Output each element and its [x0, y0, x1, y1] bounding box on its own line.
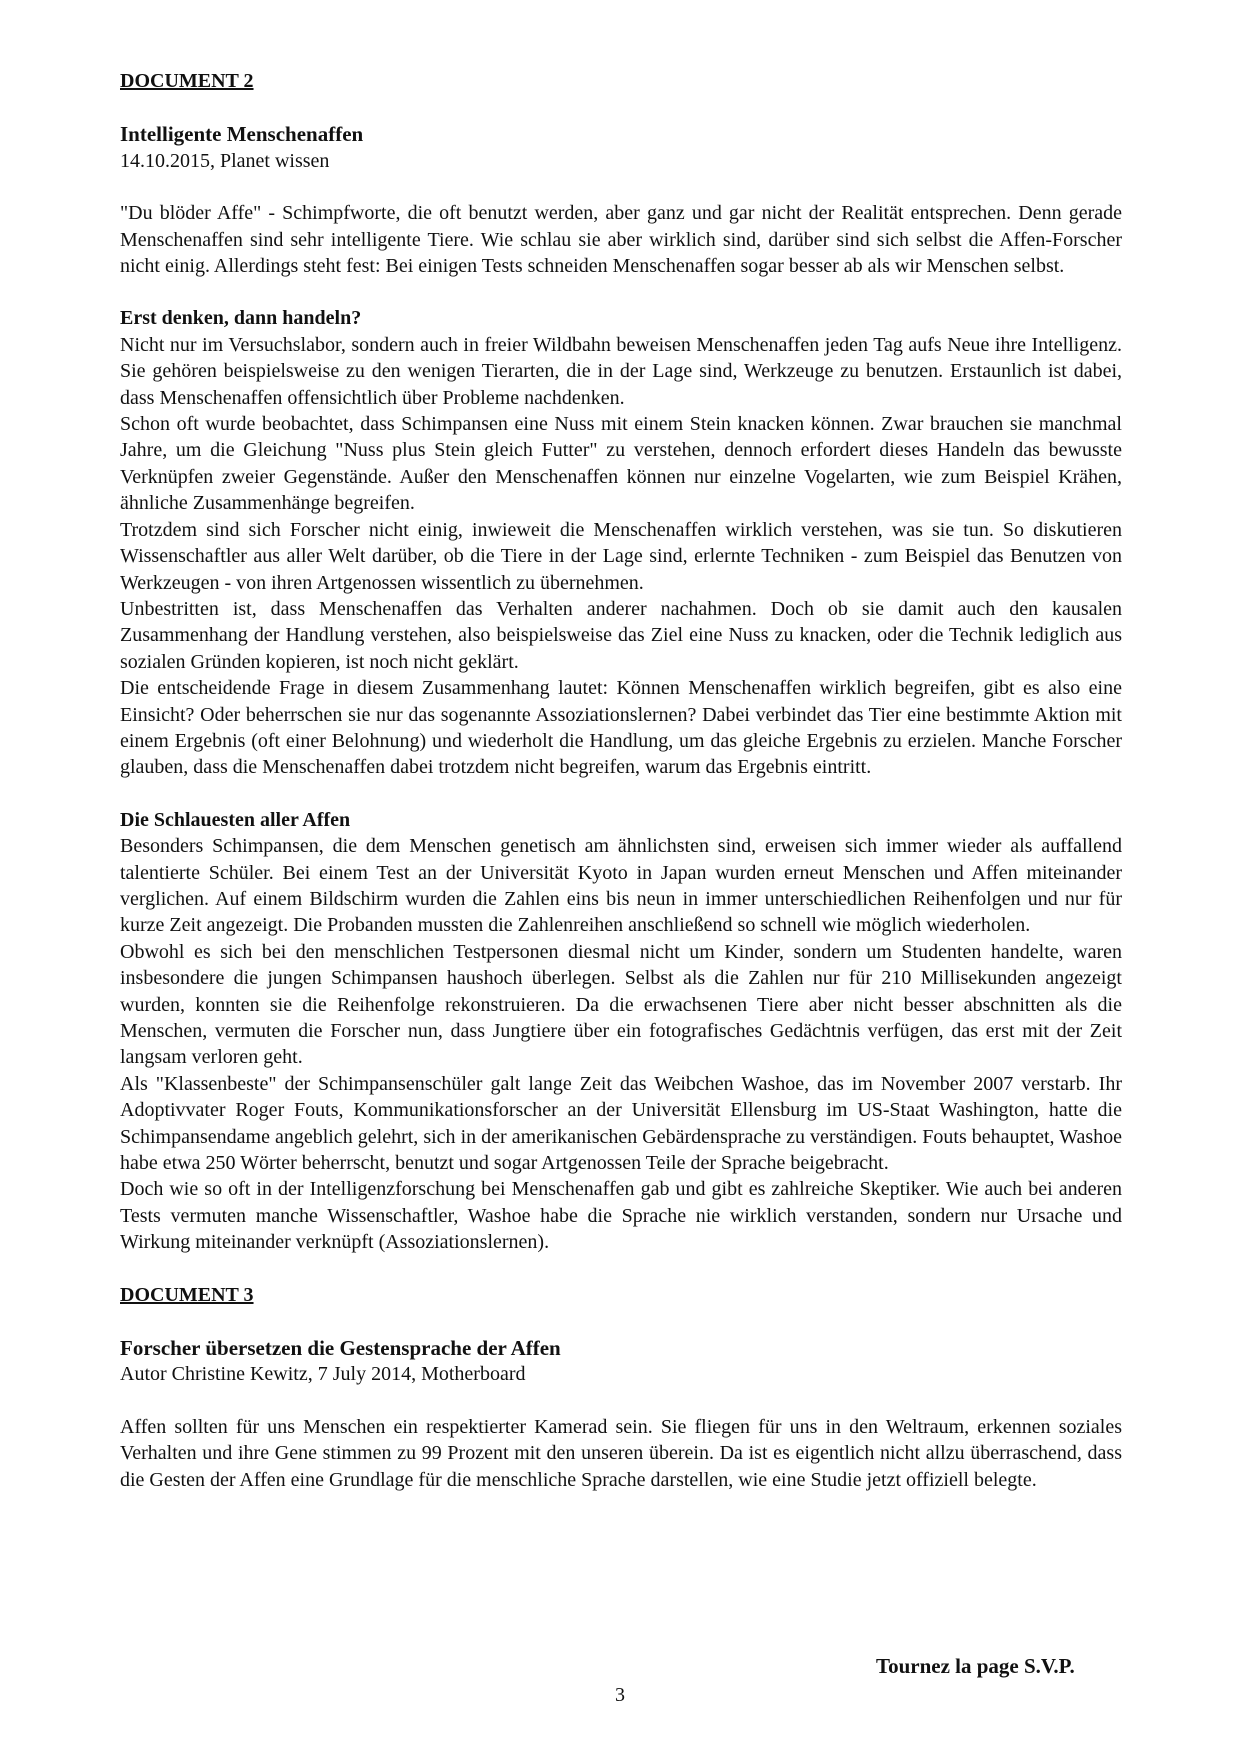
document-2-heading: DOCUMENT 2 [120, 70, 254, 92]
article-2-title: Forscher übersetzen die Gestensprache der Affen [120, 1336, 561, 1361]
section-heading-erst-denken: Erst denken, dann handeln? [120, 307, 362, 330]
article-1-title: Intelligente Menschenaffen [120, 122, 364, 147]
article-1-source: 14.10.2015, Planet wissen [120, 149, 330, 172]
section-1-paragraph: Schon oft wurde beobachtet, dass Schimpansen eine Nuss mit einem Stein knacken können. Zwar brauchen sie manchmal Jahre, um die Gleichung "Nuss plus Stein gleich Futter" zu verstehen, dennoch erfordert dieses Handeln das bewusste Verknüpfen zweier Gegenstände. Außer den Menschenaffen können nur einzelne Vogelarten, wie zum Beispiel Krähen, ähnliche Zusammenhänge begreifen. [120, 413, 1122, 515]
article-2-intro: Affen sollten für uns Menschen ein respektierter Kamerad sein. Sie fliegen für uns in den Weltraum, erkennen soziales Verhalten und ihre Gene stimmen zu 99 Prozent mit den unseren überein. Da ist es eigentlich nicht allzu überraschend, dass die Gesten der Affen eine Grundlage für die menschliche Sprache darstellen, wie eine Studie jetzt offiziell belegte. [120, 1415, 1122, 1491]
article-2-source: Autor Christine Kewitz, 7 July 2014, Motherboard [120, 1363, 526, 1386]
section-1-paragraph: Nicht nur im Versuchslabor, sondern auch in freier Wildbahn beweisen Menschenaffen jeden Tag aufs Neue ihre Intelligenz. Sie gehören beispielsweise zu den wenigen Tierarten, die in der Lage sind, Werkzeuge zu benutzen. Erstaunlich ist dabei, dass Menschenaffen offensichtlich über Probleme nachdenken. [120, 333, 1122, 409]
document-page [120, 68, 1122, 1493]
turn-page-note: Tournez la page S.V.P. [876, 1654, 1075, 1678]
section-2-paragraph: Obwohl es sich bei den menschlichen Testpersonen diesmal nicht um Kinder, sondern um Studenten handelte, waren insbesondere die jungen Schimpansen haushoch überlegen. Selbst als die Zahlen nur für 210 Millisekunden angezeigt wurden, konnten sie die Reihenfolge rekonstruieren. Da die erwachsenen Tiere aber nicht besser abschnitten als die Menschen, vermuten die Forscher nun, dass Jungtiere über ein fotografisches Gedächtnis verfügen, das erst mit der Zeit langsam verloren geht. [120, 940, 1122, 1069]
page-number: 3 [615, 1684, 625, 1706]
section-2-paragraph: Doch wie so oft in der Intelligenzforschung bei Menschenaffen gab und gibt es zahlreiche Skeptiker. Wie auch bei anderen Tests vermuten manche Wissenschaftler, Washoe habe die Sprache nie wirklich verstanden, sondern nur Ursache und Wirkung miteinander verknüpft (Assoziationslernen). [120, 1178, 1122, 1254]
section-2-paragraph: Als "Klassenbeste" der Schimpansenschüler galt lange Zeit das Weibchen Washoe, das im November 2007 verstarb. Ihr Adoptivvater Roger Fouts, Kommunikationsforscher an der Universität Ellensburg im US-Staat Washington, hatte die Schimpansendame angeblich gelehrt, sich in der amerikanischen Gebärdensprache zu verständigen. Fouts behauptet, Washoe habe etwa 250 Wörter beherrscht, benutzt und sogar Artgenossen Teile der Sprache beigebracht. [120, 1072, 1122, 1175]
article-1-intro: "Du blöder Affe" - Schimpfworte, die oft benutzt werden, aber ganz und gar nicht der Realität entsprechen. Denn gerade Menschenaffen sind sehr intelligente Tiere. Wie schlau sie aber wirklich sind, darüber sind sich selbst die Affen-Forscher nicht einig. Allerdings steht fest: Bei einigen Tests schneiden Menschenaffen sogar besser ab als wir Menschen selbst. [120, 202, 1122, 278]
section-1-paragraph: Die entscheidende Frage in diesem Zusammenhang lautet: Können Menschenaffen wirklich begreifen, gibt es also eine Einsicht? Oder beherrschen sie nur das sogenannte Assoziationslernen? Dabei verbindet das Tier eine bestimmte Aktion mit einem Ergebnis (oft einer Belohnung) und wiederholt die Handlung, um das gleiche Ergebnis zu erzielen. Manche Forscher glauben, dass die Menschenaffen dabei trotzdem nicht begreifen, warum das Ergebnis eintritt. [120, 677, 1122, 779]
section-heading-schlauesten: Die Schlauesten aller Affen [120, 808, 351, 831]
section-1-paragraph: Trotzdem sind sich Forscher nicht einig, inwieweit die Menschenaffen wirklich verstehen, was sie tun. So diskutieren Wissenschaftler aus aller Welt darüber, ob die Tiere in der Lage sind, erlernte Techniken - zum Beispiel das Benutzen von Werkzeugen - von ihren Artgenossen wissentlich zu übernehmen. [120, 518, 1122, 594]
section-1-paragraph: Unbestritten ist, dass Menschenaffen das Verhalten anderer nachahmen. Doch ob sie damit auch den kausalen Zusammenhang der Handlung verstehen, also beispielsweise das Ziel eine Nuss zu knacken, oder die Technik lediglich aus sozialen Gründen kopieren, ist noch nicht geklärt. [120, 597, 1122, 673]
document-3-heading: DOCUMENT 3 [120, 1283, 254, 1306]
section-2-paragraph: Besonders Schimpansen, die dem Menschen genetisch am ähnlichsten sind, erweisen sich immer wieder als auffallend talentierte Schüler. Bei einem Test an der Universität Kyoto in Japan wurden erneut Menschen und Affen miteinander verglichen. Auf einem Bildschirm wurden die Zahlen eins bis neun in immer unterschiedlichen Reihenfolgen und nur für kurze Zeit angezeigt. Die Probanden mussten die Zahlenreihen anschließend so schnell wie möglich wiederholen. [120, 835, 1122, 937]
